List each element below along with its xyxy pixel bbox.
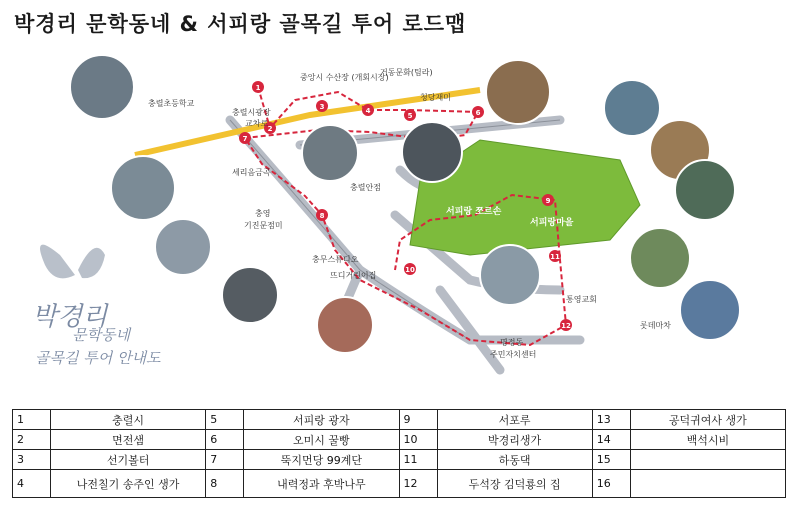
stop-marker [560, 319, 572, 331]
stop-marker [542, 194, 554, 206]
label-seopirang-st: 서피랑 쪼르손 [446, 207, 502, 217]
label-chungyeol: 충렬안점 [350, 183, 381, 192]
svg-text:1: 1 [255, 84, 261, 92]
label-chungmu: 충무스튜디오 [312, 255, 359, 264]
label-church: 통영교회 [566, 295, 597, 304]
photo-right-5 [680, 280, 740, 340]
photo-center-3 [480, 245, 540, 305]
butterfly-icon [40, 245, 105, 279]
stop-marker [316, 100, 328, 112]
label-cathedral: 청당재미 [420, 93, 451, 102]
legend-row: 1 충렬시 5 서피랑 광자 9 서포루 13 공덕귀여사 생가 [13, 410, 786, 430]
photo-left-2 [155, 219, 211, 275]
svg-text:11: 11 [550, 253, 560, 261]
stop-marker [472, 106, 484, 118]
label-market2: 롯데마차 [640, 321, 671, 330]
label-plaza2: 교차로 [245, 119, 269, 128]
svg-text:6: 6 [475, 109, 481, 117]
svg-text:3: 3 [319, 103, 325, 111]
brand-line1: 박경리 [32, 302, 108, 332]
photo-left-1 [111, 156, 175, 220]
brand-line2: 문학동네 [72, 326, 130, 344]
stop-marker [252, 81, 264, 93]
photo-left-3 [222, 267, 278, 323]
label-chungyeong: 충영 [255, 209, 271, 218]
label-market: 중앙시 수산장 (개회시장) [300, 73, 389, 82]
label-gate: 거동문화(팀라) [380, 68, 433, 77]
stop-marker [316, 209, 328, 221]
label-plaza: 충렬시광장 [232, 108, 271, 117]
stop-marker [239, 132, 251, 144]
photo-gate [486, 60, 550, 124]
brand-line3: 골목길 투어 안내도 [35, 349, 161, 367]
svg-text:2: 2 [267, 125, 273, 133]
svg-text:10: 10 [405, 266, 415, 274]
label-seopirang-village: 서피랑마을 [530, 218, 574, 228]
photo-right-4 [630, 228, 690, 288]
label-ttukji: 뜨디거린이집 [330, 271, 377, 280]
label-myeongjeong: 명정동 [500, 338, 524, 347]
photo-school [70, 55, 134, 119]
svg-text:9: 9 [545, 197, 551, 205]
legend-row: 2 면전샘 6 오미시 꿀빵 10 박경리생가 14 백석시비 [13, 430, 786, 450]
photo-right-1 [604, 80, 660, 136]
page-title: 박경리 문학동네 & 서피랑 골목길 투어 로드맵 [14, 12, 467, 36]
tour-map [0, 40, 798, 400]
label-food: 세리음금곡 [232, 168, 271, 177]
photo-center-1 [302, 125, 358, 181]
svg-text:4: 4 [365, 107, 371, 115]
svg-text:5: 5 [407, 112, 413, 120]
legend-row: 3 선기볼터 7 뚝지먼당 99계단 11 하동댁 15 [13, 450, 786, 470]
photo-center-2 [402, 122, 462, 182]
stop-marker [404, 263, 416, 275]
svg-text:12: 12 [561, 322, 571, 330]
stop-marker [362, 104, 374, 116]
label-school: 충렬초등학교 [148, 99, 195, 108]
label-myeongjeong2: 주민자치센터 [490, 350, 537, 359]
label-chungyeong2: 기진문점미 [244, 221, 283, 230]
svg-text:7: 7 [242, 135, 248, 143]
stop-marker [404, 109, 416, 121]
photo-right-3 [675, 160, 735, 220]
stop-marker [549, 250, 561, 262]
svg-text:8: 8 [319, 212, 325, 220]
stop-legend-table [12, 409, 786, 498]
photo-left-4 [317, 297, 373, 353]
legend-row: 4 나전칠기 송주인 생가 8 내력정과 후박나무 12 두석장 김덕룡의 집 16 [13, 470, 786, 498]
